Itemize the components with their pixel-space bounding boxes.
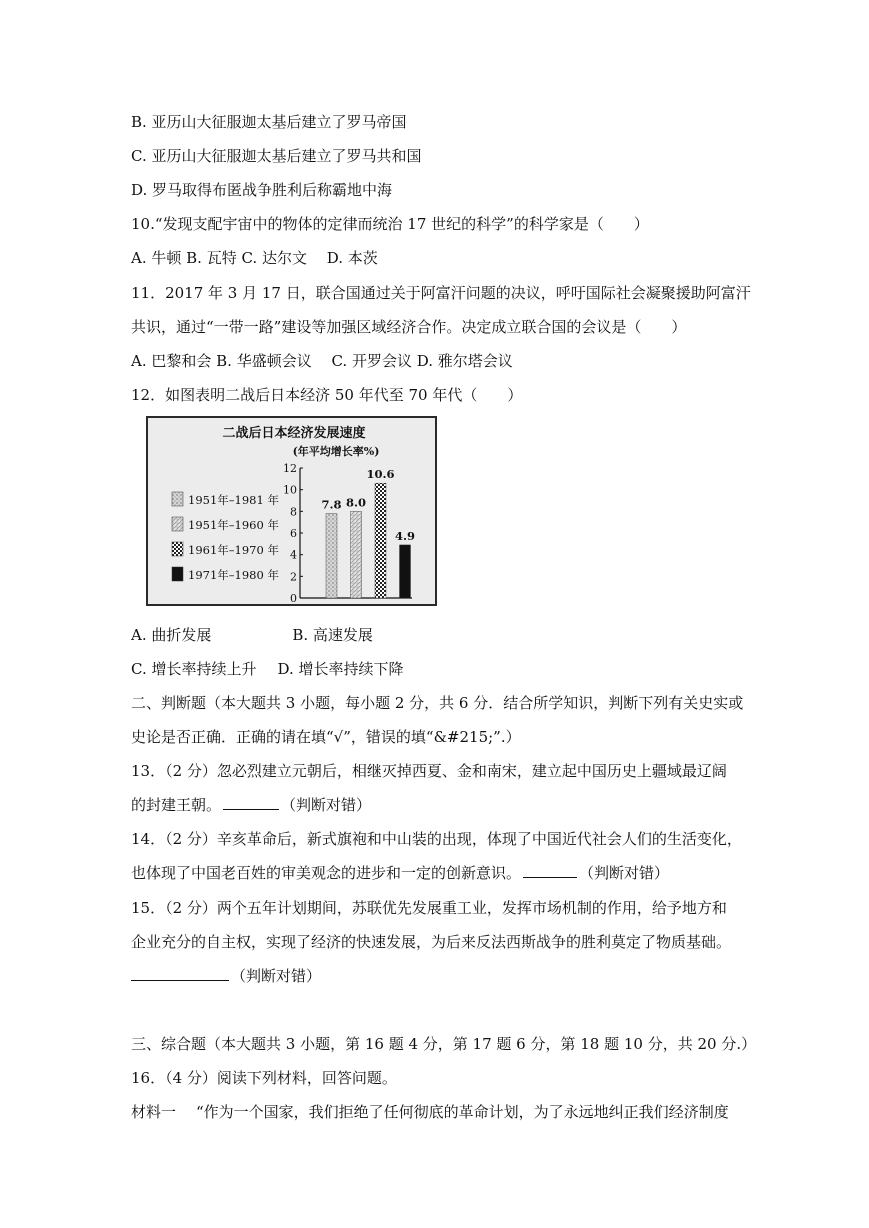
q13-text: 的封建王朝。 [131,796,222,814]
y-tick-label: 12 [283,462,297,475]
q14-line2 [131,863,669,883]
q14-judge-hint: （判断对错） [579,864,670,882]
q9-option-c: C. 亚历山大征服迦太基后建立了罗马共和国 [131,147,422,165]
q13-answer-blank[interactable] [223,795,279,810]
q14-answer-blank[interactable] [523,863,577,878]
q15-line3 [131,966,321,986]
legend-swatch [172,542,183,556]
q10-stem: 10.“发现支配宇宙中的物体的定律而统治 17 世纪的科学”的科学家是（ ） [131,215,649,233]
bar-4 [400,545,411,598]
japan-economy-chart [146,416,437,606]
y-tick-label: 8 [290,505,297,519]
y-tick-label: 0 [290,592,297,604]
legend-label: 1971年–1980 年 [188,568,279,582]
bar-3 [375,483,386,598]
q12-option-d: D. 增长率持续下降 [277,660,404,678]
section3-heading: 三、综合题（本大题共 3 小题，第 16 题 4 分，第 17 题 6 分，第 18 题 10 分，共 20 分.） [131,1035,757,1053]
q11-stem-line2: 共识，通过“一带一路”建设等加强区域经济合作。决定成立联合国的会议是（ ） [131,318,687,336]
q15-judge-hint: （判断对错） [231,967,322,985]
chart-subtitle: (年平均增长率%) [292,445,380,458]
legend-swatch [172,517,183,531]
q9-option-d: D. 罗马取得布匿战争胜利后称霸地中海 [131,181,393,199]
q12-option-b: B. 高速发展 [292,626,373,644]
bar-1 [326,514,337,599]
legend-label: 1951年–1960 年 [188,518,279,532]
section2-heading-line2: 史论是否正确．正确的请在填“√”，错误的填“&#215;”.） [131,728,521,746]
q15-line1: 15．（2 分）两个五年计划期间，苏联优先发展重工业，发挥市场机制的作用，给予地方和 [131,899,727,917]
q16-material-1 [131,1102,729,1122]
bar-value-label: 8.0 [345,495,367,510]
y-tick-label: 2 [290,570,297,584]
material-label: 材料一 [131,1103,177,1121]
y-tick-label: 4 [290,548,297,562]
chart-bars [321,467,415,598]
chart-title: 二战后日本经济发展速度 [222,426,366,441]
q15-line2: 企业充分的自主权，实现了经济的快速发展，为后来反法西斯战争的胜利莫定了物质基础。 [131,933,732,951]
chart-legend [172,492,279,582]
y-tick-label: 10 [283,483,297,497]
y-tick-label: 6 [290,527,297,540]
q11-stem-line1: 11．2017 年 3 月 17 日，联合国通过关于阿富汗问题的决议，呼吁国际社会凝聚援助阿富汗 [131,284,751,302]
bar-value-label: 4.9 [394,528,416,543]
q9-option-b: B. 亚历山大征服迦太基后建立了罗马帝国 [131,113,407,131]
q12-option-c: C. 增长率持续上升 [131,660,257,678]
bar-value-label: 10.6 [366,467,395,482]
bar-2 [351,511,362,598]
q13-line2 [131,795,371,815]
section2-heading-line1: 二、判断题（本大题共 3 小题，每小题 2 分，共 6 分．结合所学知识，判断下列有关史实或 [131,694,744,712]
chart-svg [148,418,435,604]
q16-stem: 16．（4 分）阅读下列材料，回答问题。 [131,1069,397,1087]
legend-swatch [172,492,183,506]
chart-y-axis [283,462,412,604]
legend-label: 1961年–1970 年 [188,543,279,557]
q12-option-a: A. 曲折发展 [131,626,212,644]
legend-label: 1951年–1981 年 [188,493,279,507]
q13-judge-hint: （判断对错） [281,796,372,814]
q12-options-row1 [131,625,373,645]
q11-options: A. 巴黎和会 B. 华盛顿会议 C. 开罗会议 D. 雅尔塔会议 [131,352,513,370]
q12-options-row2 [131,659,404,679]
q10-options: A. 牛顿 B. 瓦特 C. 达尔文 D. 本茨 [131,249,378,267]
q13-line1: 13．（2 分）忽必烈建立元朝后，相继灭掉西夏、金和南宋，建立起中国历史上疆域最辽阔 [131,762,727,780]
q12-stem: 12．如图表明二战后日本经济 50 年代至 70 年代（ ） [131,386,523,404]
material-text: “作为一个国家，我们拒绝了任何彻底的革命计划，为了永远地纠正我们经济制度 [196,1103,729,1121]
q15-answer-blank[interactable] [131,966,229,981]
legend-swatch [172,567,183,581]
bar-value-label: 7.8 [321,497,342,512]
q14-line1: 14．（2 分）辛亥革命后，新式旗袍和中山装的出现，体现了中国近代社会人们的生活变化， [131,830,742,848]
q14-text: 也体现了中国老百姓的审美观念的进步和一定的创新意识。 [131,864,522,882]
